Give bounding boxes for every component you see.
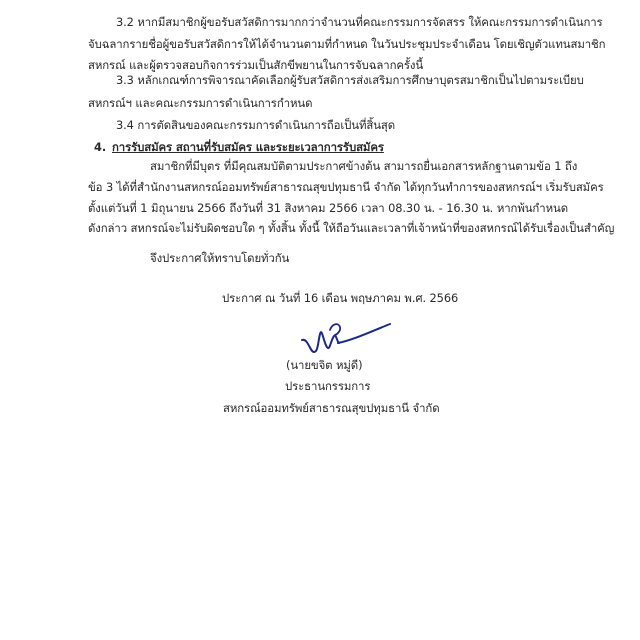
announcement-text: จึงประกาศให้ทราบโดยทั่วกัน (150, 251, 290, 265)
signatory-name: (นายขจิต หมู่ดี) (286, 358, 363, 372)
item-3-3-line-1: 3.3 หลักเกณฑ์การพิจารณาคัดเลือกผู้รับสวัสดิการส่งเสริมการศึกษาบุตรสมาชิกเป็นไปตามระเบียบ (116, 73, 584, 87)
signatory-organization: สหกรณ์ออมทรัพย์สาธารณสุขปทุมธานี จำกัด (223, 401, 440, 415)
section-4-line-4: ดังกล่าว สหกรณ์จะไม่รับผิดชอบใด ๆ ทั้งสิ้น ทั้งนี้ ให้ถือวันและเวลาที่เจ้าหน้าที่ของสหกรณ์ได้รับเรื่องเป็นสำคัญ (88, 221, 615, 235)
handwritten-signature (298, 318, 394, 362)
section-4-number: 4. (94, 140, 107, 154)
section-4-line-1: สมาชิกที่มีบุตร ที่มีคุณสมบัติตามประกาศข้างต้น สามารถยื่นเอกสารหลักฐานตามข้อ 1 ถึง (150, 159, 578, 173)
item-3-3-line-2: สหกรณ์ฯ และคณะกรรมการดำเนินการกำหนด (88, 96, 313, 110)
item-3-2-line-2: จับฉลากรายชื่อผู้ขอรับสวัสดิการให้ได้จำนวนตามที่กำหนด ในวันประชุมประจำเดือน โดยเชิญตัวแทนสมาชิก (88, 37, 606, 51)
section-4-line-3: ตั้งแต่วันที่ 1 มิถุนายน 2566 ถึงวันที่ 31 สิงหาคม 2566 เวลา 08.30 น. - 16.30 น. หากพ้นกำหนด (88, 201, 568, 215)
item-3-2-line-1: 3.2 หากมีสมาชิกผู้ขอรับสวัสดิการมากกว่าจำนวนที่คณะกรรมการจัดสรร ให้คณะกรรมการดำเนินการ (116, 15, 603, 29)
signatory-position: ประธานกรรมการ (285, 379, 371, 393)
announced-date: ประกาศ ณ วันที่ 16 เดือน พฤษภาคม พ.ศ. 2566 (222, 291, 459, 305)
item-3-4: 3.4 การตัดสินของคณะกรรมการดำเนินการถือเป็นที่สิ้นสุด (116, 118, 396, 132)
item-3-2-line-3: สหกรณ์ และผู้ตรวจสอบกิจการร่วมเป็นสักขีพยานในการจับฉลากครั้งนี้ (88, 58, 424, 72)
section-4-line-2: ข้อ 3 ได้ที่สำนักงานสหกรณ์ออมทรัพย์สาธารณสุขปทุมธานี จำกัด ได้ทุกวันทำการของสหกรณ์ฯ เริ่มรับสมัคร (88, 180, 604, 194)
section-4-heading: การรับสมัคร สถานที่รับสมัคร และระยะเวลาการรับสมัคร (112, 140, 384, 154)
